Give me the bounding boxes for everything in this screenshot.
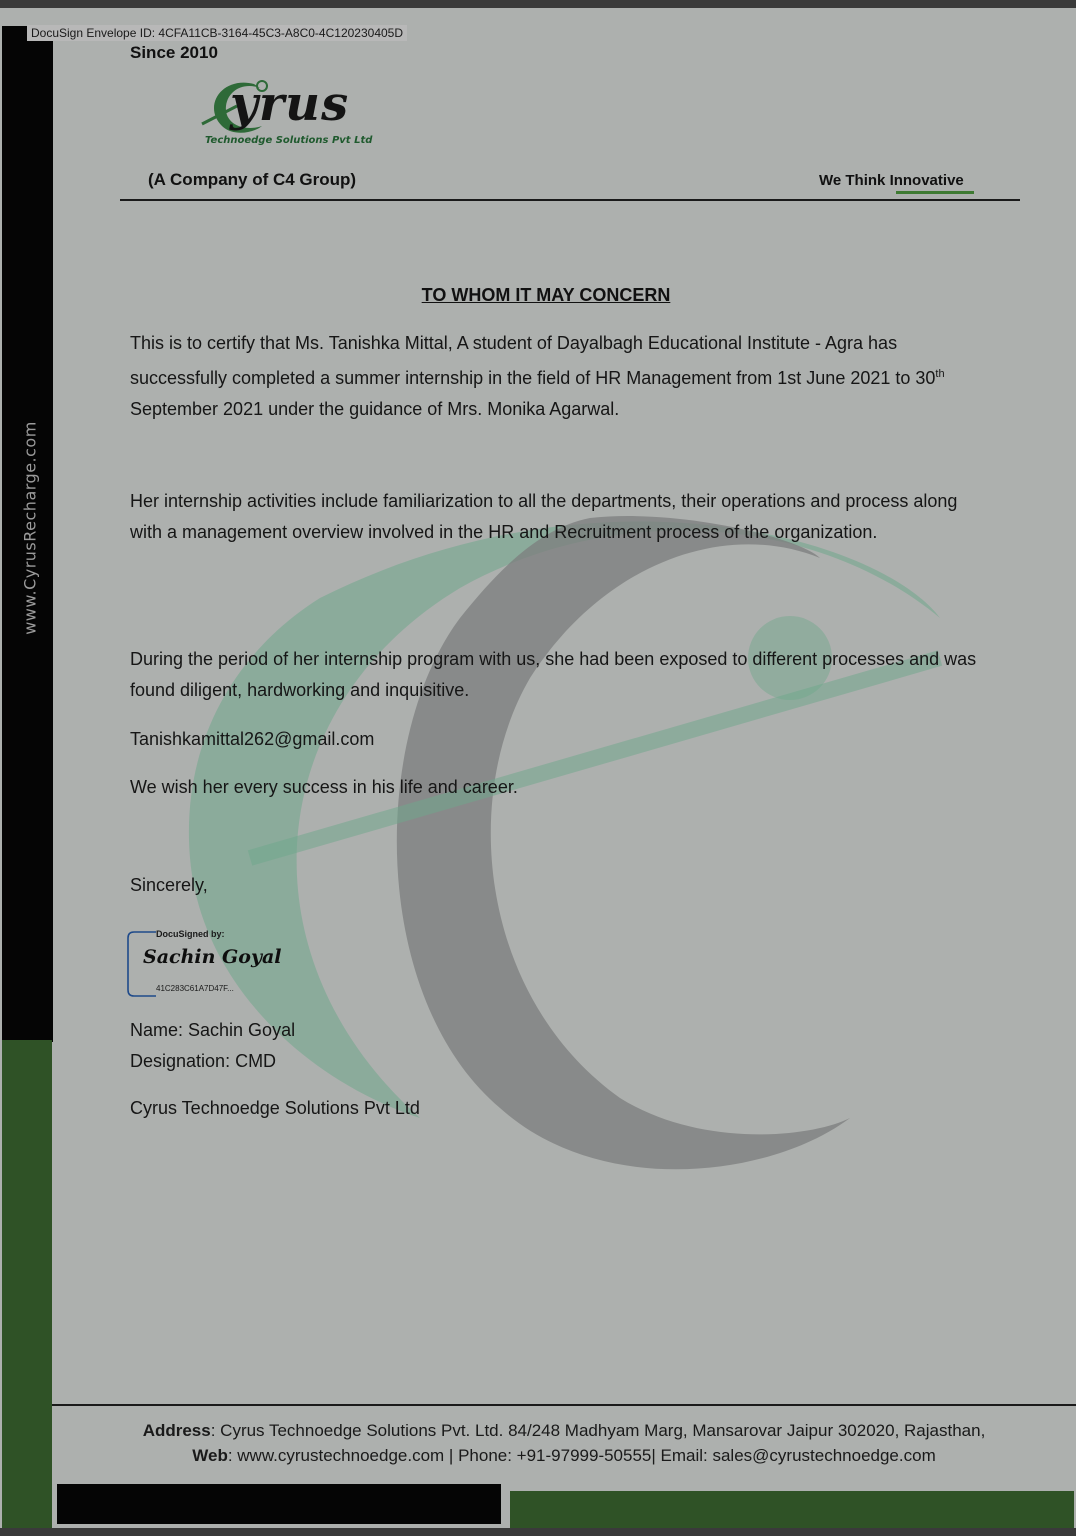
header-divider bbox=[120, 199, 1020, 201]
crescent-watermark-icon bbox=[120, 478, 980, 1198]
paragraph-certification-part1: This is to certify that Ms. Tanishka Mittal, A student of Dayalbagh Educational Institute - Agra has successfully completed a summer internship in the field of HR Management from 1st June 2021 to 30 bbox=[130, 333, 936, 388]
side-band-green bbox=[2, 1040, 52, 1528]
tagline-prefix: We Think bbox=[819, 172, 890, 189]
closing: Sincerely, bbox=[130, 875, 208, 895]
signature-script: Sachin Goyal bbox=[143, 946, 282, 968]
since-label: Since 2010 bbox=[130, 43, 218, 62]
address-label: Address bbox=[142, 1421, 211, 1440]
student-email: Tanishkamittal262@gmail.com bbox=[130, 729, 375, 749]
letter-heading: TO WHOM IT MAY CONCERN bbox=[421, 285, 671, 305]
signatory-organization: Cyrus Technoedge Solutions Pvt Ltd bbox=[130, 1098, 420, 1118]
footer bbox=[52, 1418, 1076, 1468]
tagline bbox=[819, 172, 964, 189]
document-page bbox=[0, 8, 1076, 1528]
footer-address-line bbox=[52, 1418, 1076, 1443]
contact-text: : www.cyrustechnoedge.com | Phone: +91-97999-50555| Email: sales@cyrustechnoedge.com bbox=[227, 1446, 936, 1465]
company-group: (A Company of C4 Group) bbox=[148, 170, 357, 189]
address-text: : Cyrus Technoedge Solutions Pvt. Ltd. 84/248 Madhyam Marg, Mansarovar Jaipur 302020, Rajasthan, bbox=[210, 1421, 986, 1440]
side-website-text: www.CyrusRecharge.com bbox=[20, 421, 40, 635]
ordinal-suffix: th bbox=[935, 368, 945, 380]
footer-contact-line bbox=[52, 1443, 1076, 1468]
paragraph-performance: During the period of her internship program with us, she had been exposed to different processes and was found diligent, hardworking and inquisitive. bbox=[130, 649, 977, 700]
wish-line: We wish her every success in his life and career. bbox=[130, 777, 518, 797]
bottom-band-green bbox=[510, 1491, 1074, 1528]
signatory-designation: Designation: CMD bbox=[130, 1051, 277, 1071]
top-bar bbox=[0, 0, 1076, 8]
footer-divider bbox=[52, 1404, 1076, 1406]
logo-wordmark: yrus bbox=[230, 76, 350, 132]
signature-label: DocuSigned by: bbox=[156, 929, 225, 939]
signatory-name: Name: Sachin Goyal bbox=[130, 1020, 296, 1040]
tagline-highlight: Innovative bbox=[889, 172, 964, 189]
tagline-underline bbox=[896, 191, 974, 194]
paragraph-certification-part2: September 2021 under the guidance of Mrs. Monika Agarwal. bbox=[130, 399, 620, 419]
paragraph-certification bbox=[130, 328, 980, 425]
docusign-envelope-id: DocuSign Envelope ID: 4CFA11CB-3164-45C3-A8C0-4C120230405D bbox=[27, 25, 407, 41]
bottom-band-black bbox=[57, 1484, 501, 1524]
logo-subtitle: Technoedge Solutions Pvt Ltd bbox=[205, 135, 373, 146]
paragraph-activities: Her internship activities include familiarization to all the departments, their operations and process along with a management overview involved in the HR and Recruitment process of the organization. bbox=[130, 491, 958, 542]
signature-id: 41C283C61A7D47F... bbox=[156, 984, 234, 993]
web-label: Web bbox=[192, 1446, 228, 1465]
